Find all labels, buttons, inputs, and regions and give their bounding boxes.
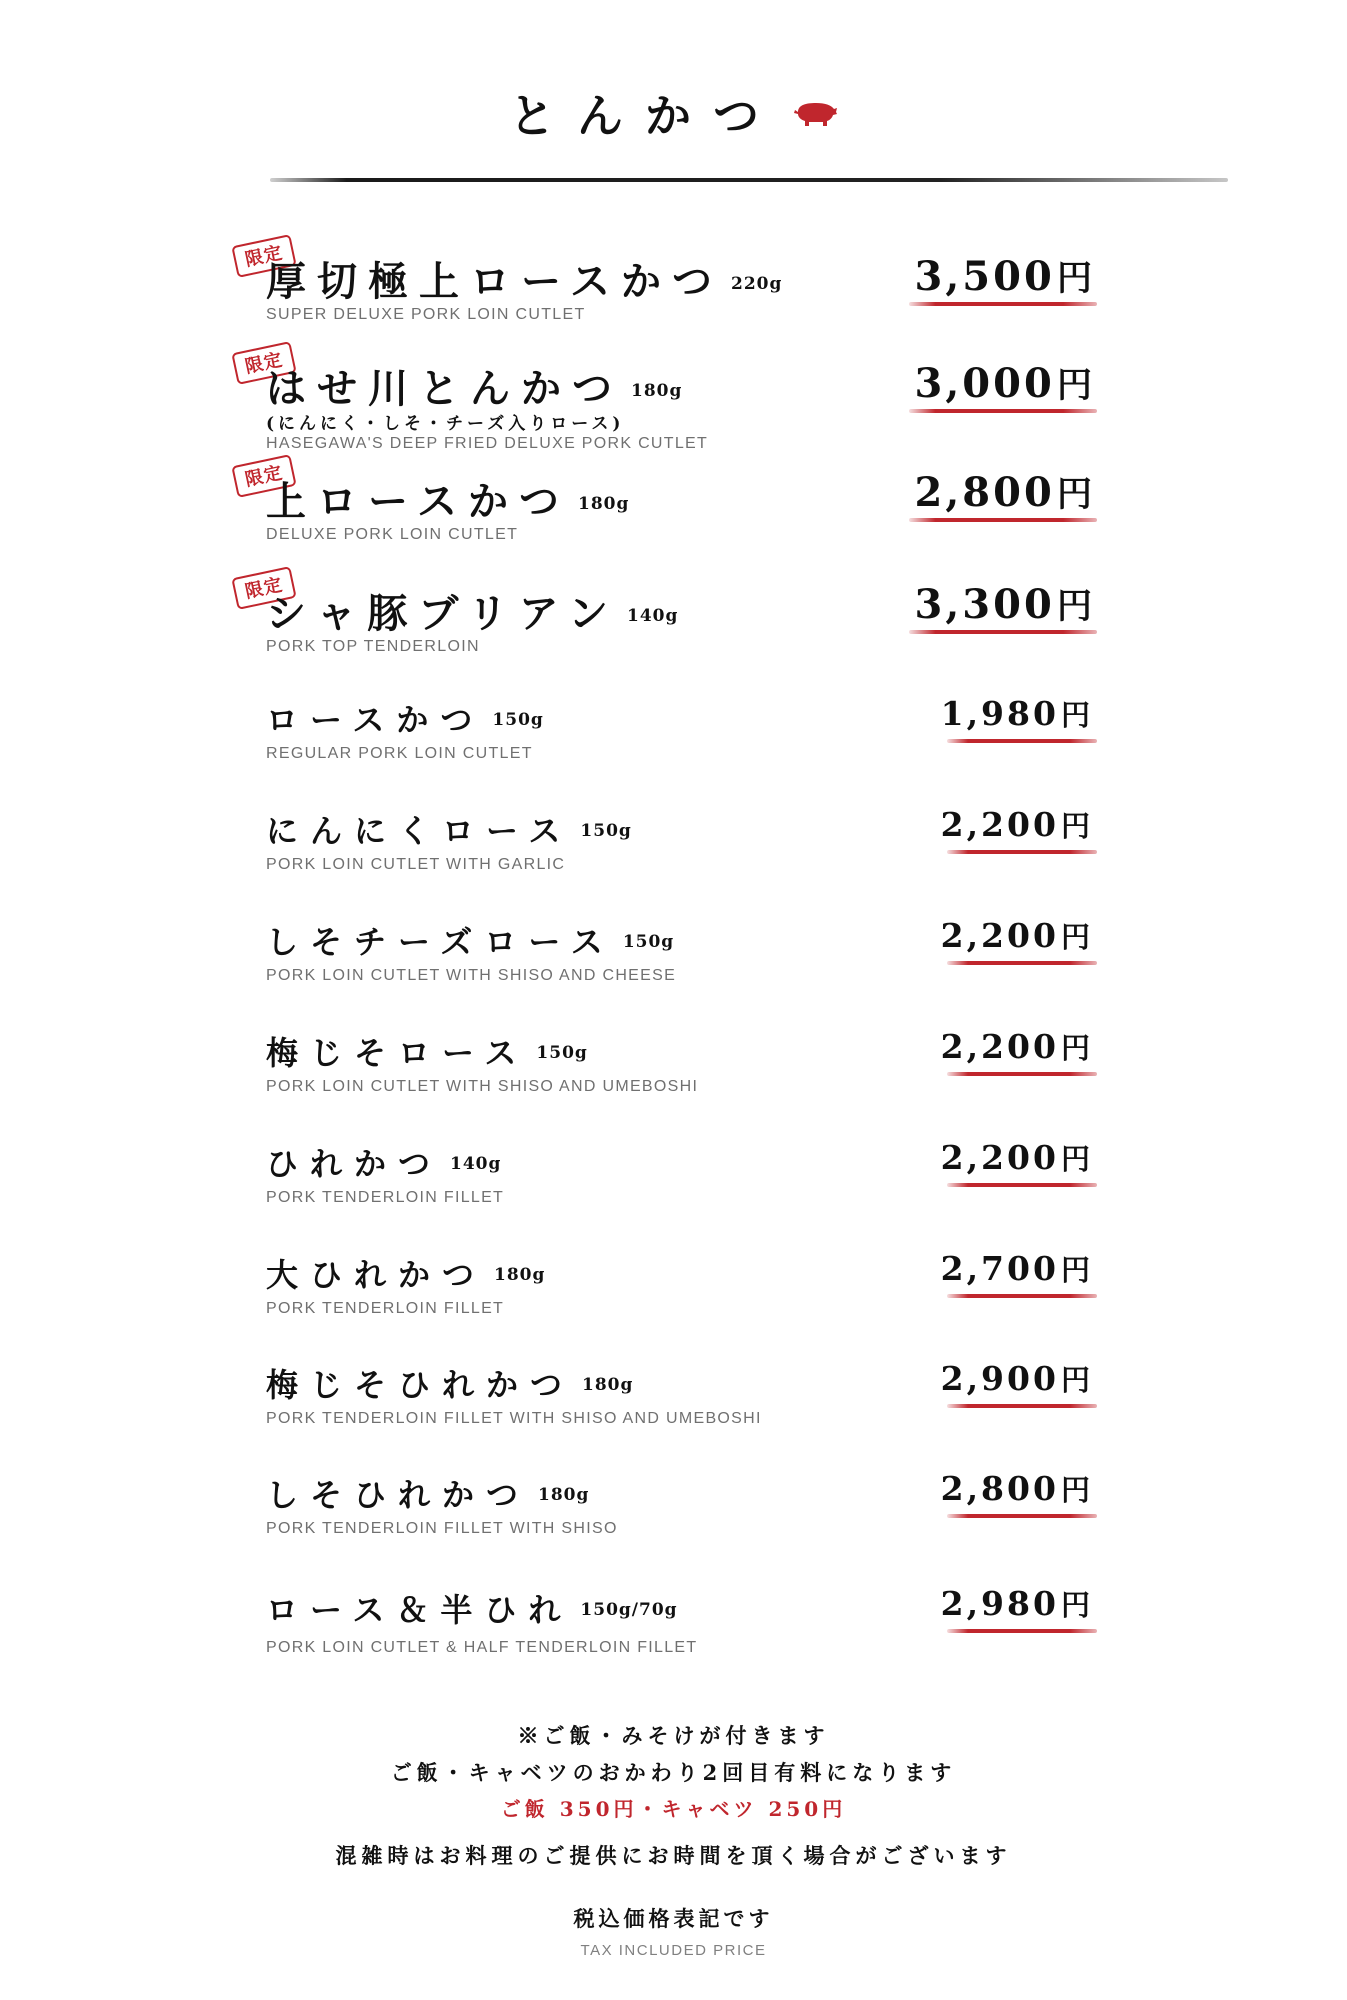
- item-english-name: PORK TENDERLOIN FILLET WITH SHISO: [266, 1520, 618, 1537]
- item-price: 2,200円: [940, 1027, 1093, 1066]
- limited-stamp: 限定: [231, 341, 296, 385]
- item-weight: 180g: [582, 1375, 634, 1395]
- price-underline: [909, 409, 1097, 413]
- item-english-name: PORK LOIN CUTLET WITH SHISO AND CHEESE: [266, 967, 677, 984]
- item-price: 2,900円: [940, 1359, 1093, 1398]
- item-english-name: PORK TENDERLOIN FILLET: [266, 1189, 505, 1206]
- item-english-name: SUPER DELUXE PORK LOIN CUTLET: [266, 306, 586, 323]
- footer-note-rice-soup: ※ご飯・みそけが付きます: [517, 1723, 830, 1748]
- pig-icon: [792, 100, 838, 132]
- item-name: 梅じそロース 150g: [266, 1034, 588, 1072]
- item-price: 2,800円: [940, 1469, 1093, 1508]
- item-weight: 180g: [494, 1265, 546, 1285]
- menu-header: [0, 80, 1347, 146]
- item-english-name: PORK LOIN CUTLET & HALF TENDERLOIN FILLET: [266, 1639, 698, 1656]
- item-price: 2,800円: [914, 469, 1095, 516]
- item-weight: 150g: [622, 932, 675, 952]
- item-weight: 220g: [731, 274, 783, 294]
- menu-item: [0, 1139, 1347, 1229]
- item-english-name: DELUXE PORK LOIN CUTLET: [266, 526, 519, 543]
- item-price: 2,980円: [940, 1584, 1093, 1623]
- item-weight: 180g: [578, 494, 630, 514]
- item-price: 2,200円: [940, 805, 1093, 844]
- price-underline: [947, 739, 1097, 743]
- item-name: 梅じそひれかつ 180g: [266, 1366, 634, 1404]
- footer-note-refill-price: ご飯 350円・キャベツ 250円: [500, 1797, 847, 1821]
- item-name: ロースかつ 150g: [266, 701, 544, 739]
- menu-item: [0, 574, 1347, 672]
- item-english-name: PORK LOIN CUTLET WITH SHISO AND UMEBOSHI: [266, 1078, 699, 1095]
- footer-note-busy: 混雑時はお料理のご提供にお時間を頂く場合がございます: [335, 1843, 1012, 1868]
- item-price: 2,200円: [940, 1138, 1093, 1177]
- item-price: 3,500円: [914, 253, 1095, 300]
- item-name: ロース＆半ひれ 150g/70g: [266, 1591, 678, 1629]
- item-name: しそひれかつ 180g: [266, 1476, 590, 1514]
- header-brush-divider: [270, 178, 1228, 182]
- item-price: 1,980円: [940, 694, 1093, 733]
- tax-note-jp: 税込価格表記です: [573, 1906, 774, 1931]
- item-price: 2,700円: [940, 1249, 1093, 1288]
- item-weight: 180g: [631, 381, 683, 401]
- price-underline: [909, 630, 1097, 634]
- price-underline: [947, 961, 1097, 965]
- item-name: 上ロースかつ 180g: [266, 478, 630, 525]
- item-price: 3,300円: [914, 581, 1095, 628]
- price-underline: [909, 518, 1097, 522]
- menu-item: [0, 242, 1347, 340]
- item-name: ひれかつ 140g: [266, 1145, 502, 1183]
- item-english-name: PORK LOIN CUTLET WITH GARLIC: [266, 856, 566, 873]
- menu-item: [0, 695, 1347, 785]
- price-underline: [947, 1072, 1097, 1076]
- item-name: はせ川とんかつ 180g: [266, 365, 683, 412]
- tax-note-en: TAX INCLUDED PRICE: [580, 1942, 767, 1959]
- item-weight: 140g: [450, 1154, 502, 1174]
- menu-item: [0, 349, 1347, 452]
- item-name: にんにくロース 150g: [266, 812, 632, 850]
- price-underline: [947, 1514, 1097, 1518]
- price-underline: [909, 302, 1097, 306]
- menu-item: [0, 1360, 1347, 1450]
- price-underline: [947, 1294, 1097, 1298]
- item-english-name: PORK TENDERLOIN FILLET WITH SHISO AND UMEBOSHI: [266, 1410, 762, 1427]
- limited-stamp: 限定: [231, 454, 296, 498]
- price-underline: [947, 850, 1097, 854]
- menu-item: [0, 462, 1347, 560]
- menu-item: [0, 1585, 1347, 1675]
- item-weight: 180g: [538, 1485, 590, 1505]
- price-underline: [947, 1404, 1097, 1408]
- item-weight: 140g: [627, 606, 679, 626]
- item-note: (にんにく・しそ・チーズ入りロース): [266, 414, 625, 434]
- item-english-name: PORK TOP TENDERLOIN: [266, 638, 480, 655]
- item-english-name: REGULAR PORK LOIN CUTLET: [266, 745, 533, 762]
- item-weight: 150g: [580, 821, 632, 841]
- item-weight: 150g/70g: [580, 1600, 678, 1620]
- menu-item: [0, 917, 1347, 1007]
- item-name: 厚切極上ロースかつ 220g: [266, 258, 783, 305]
- menu-item: [0, 1028, 1347, 1118]
- item-english-name: HASEGAWA'S DEEP FRIED DELUXE PORK CUTLET: [266, 435, 709, 452]
- item-english-name: PORK TENDERLOIN FILLET: [266, 1300, 505, 1317]
- menu-item: [0, 806, 1347, 896]
- footer-note-refill: ご飯・キャベツのおかわり2回目有料になります: [390, 1760, 957, 1785]
- item-name: しそチーズロース 150g: [266, 923, 675, 961]
- item-name: 大ひれかつ 180g: [266, 1256, 546, 1294]
- limited-stamp: 限定: [231, 566, 296, 610]
- item-price: 2,200円: [940, 916, 1093, 955]
- price-underline: [947, 1629, 1097, 1633]
- limited-stamp: 限定: [231, 234, 296, 278]
- menu-item: [0, 1250, 1347, 1340]
- price-underline: [947, 1183, 1097, 1187]
- item-name: シャ豚ブリアン 140g: [266, 590, 679, 637]
- menu-item: [0, 1470, 1347, 1560]
- item-price: 3,000円: [914, 360, 1095, 407]
- item-weight: 150g: [492, 710, 544, 730]
- item-weight: 150g: [536, 1043, 588, 1063]
- page-title: とんかつ: [508, 89, 781, 143]
